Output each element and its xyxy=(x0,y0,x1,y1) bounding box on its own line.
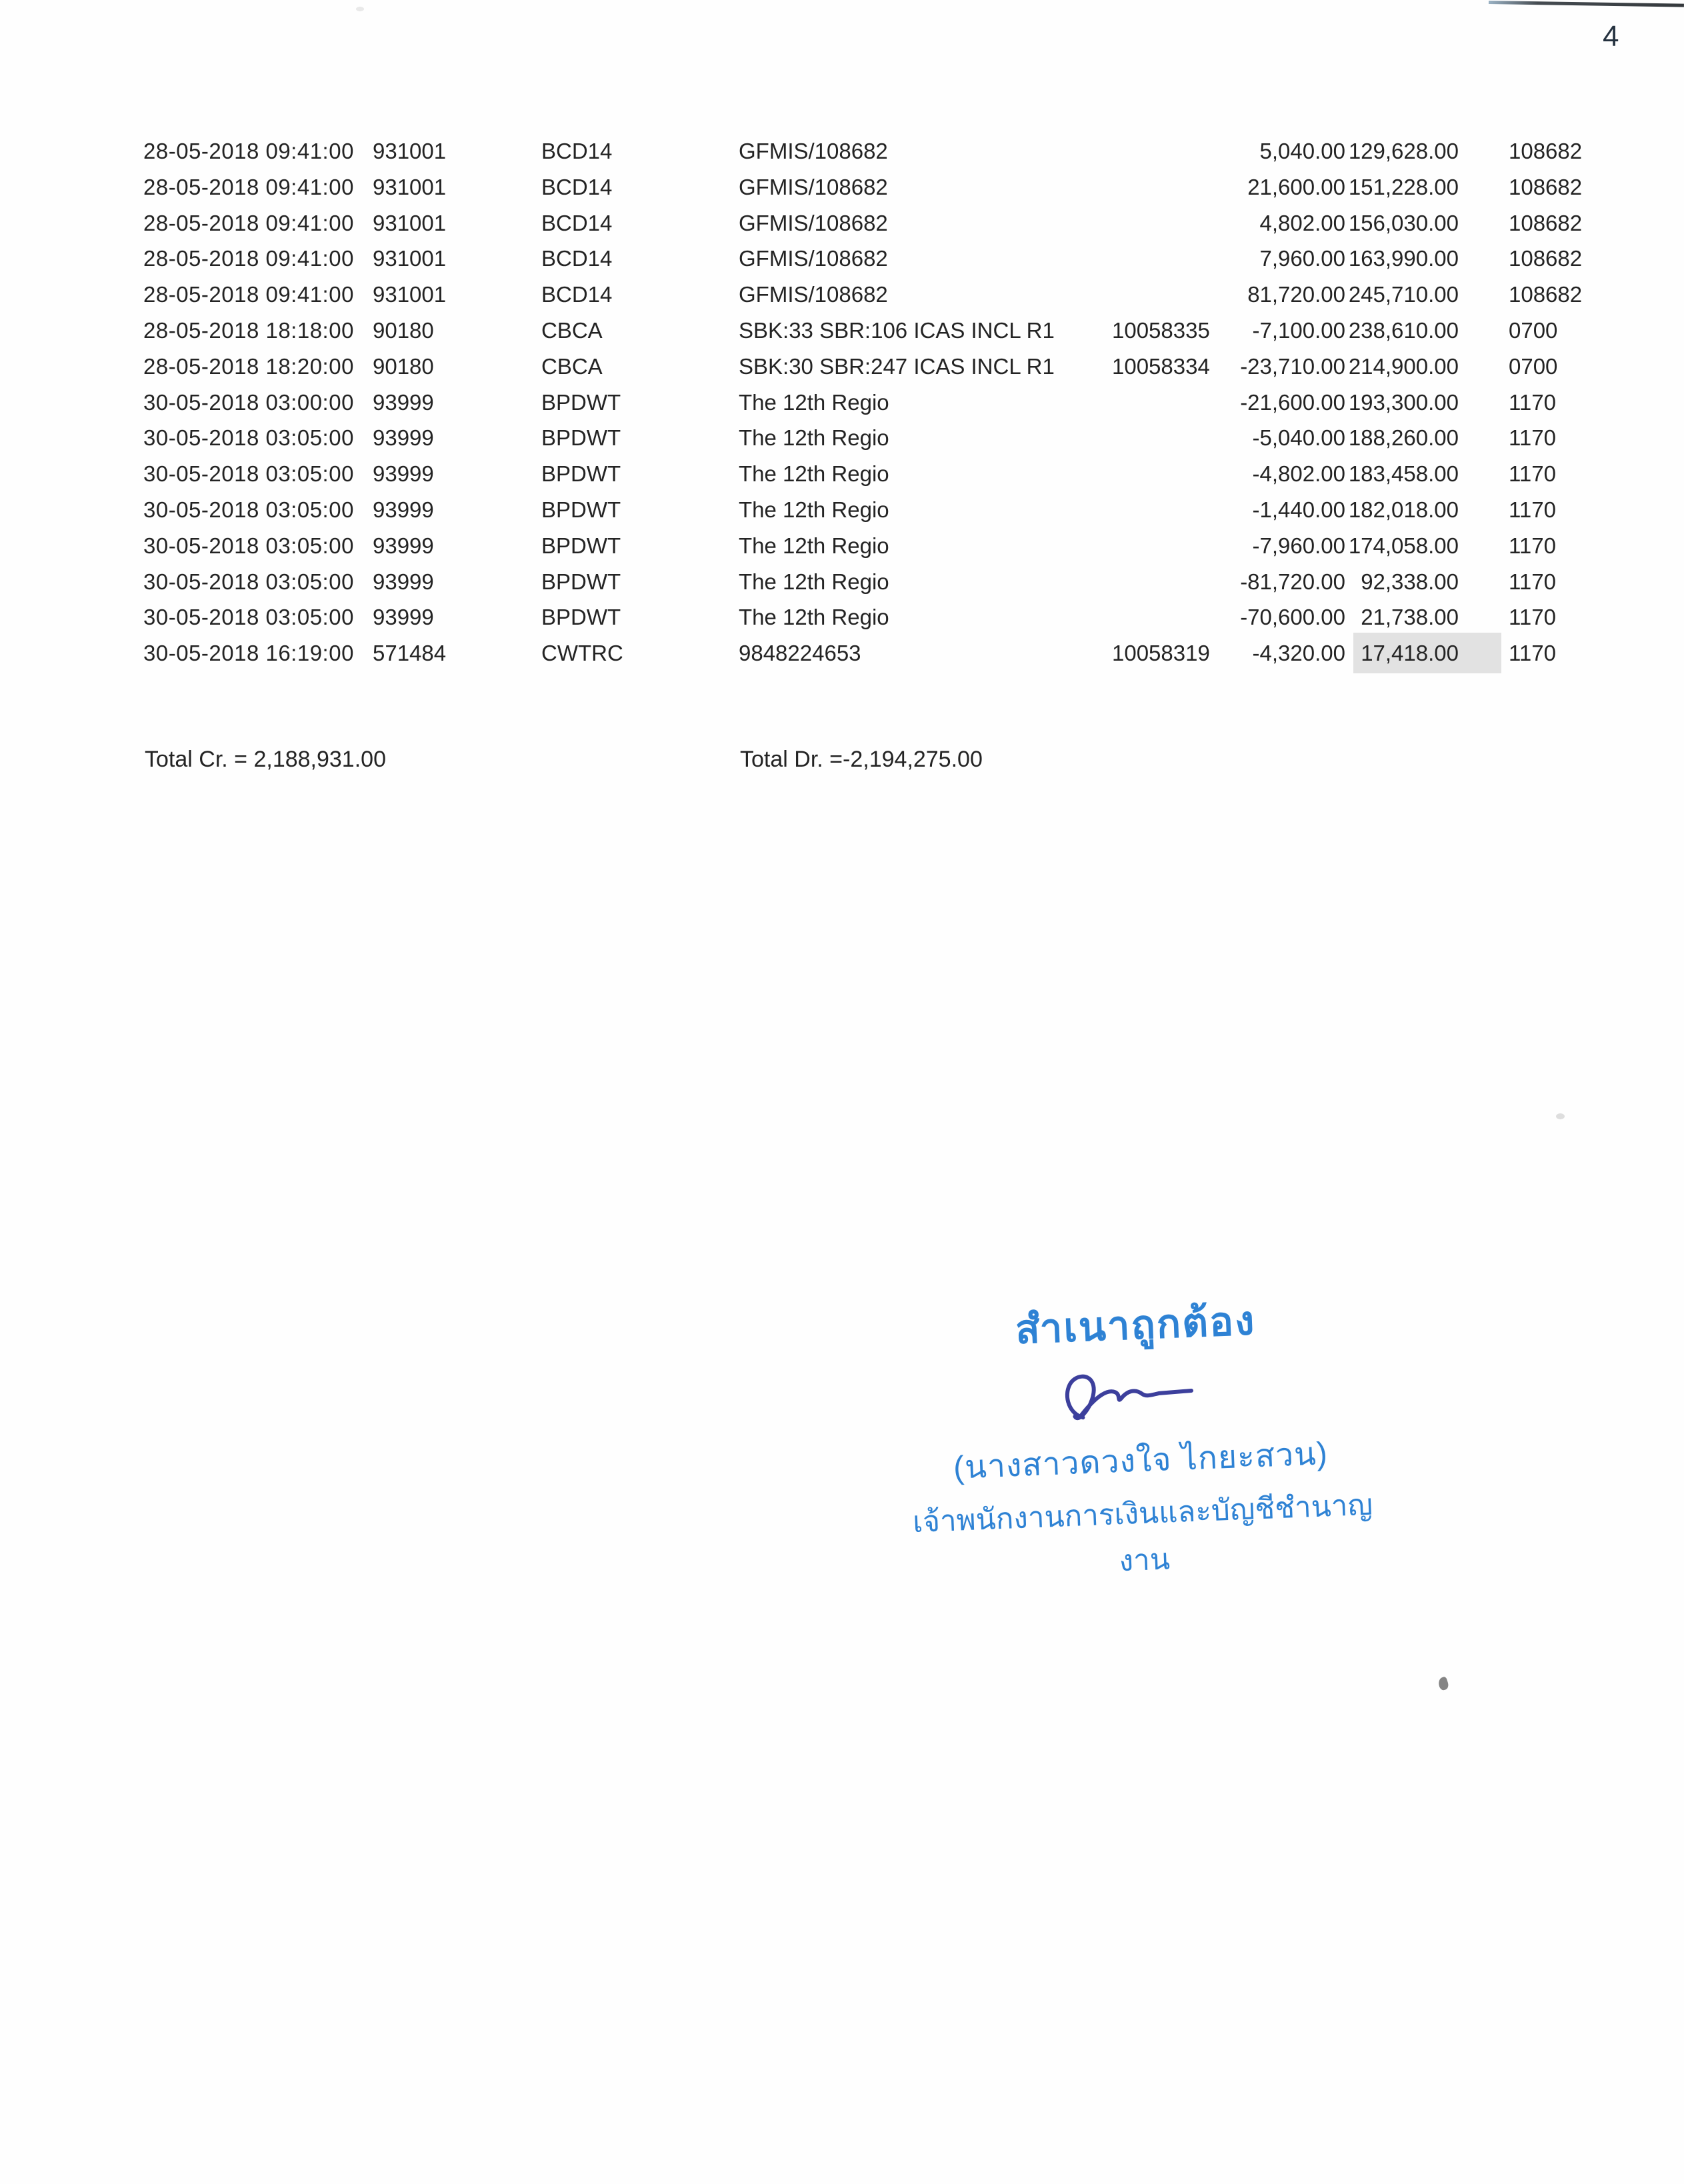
table-row xyxy=(0,246,1684,277)
cell-branch: 108682 xyxy=(1509,175,1583,199)
certified-copy-text: สำเนาถูกต้อง xyxy=(1014,1298,1257,1353)
cell-branch: 0700 xyxy=(1509,354,1558,379)
cell-branch: 108682 xyxy=(1509,282,1583,307)
table-row xyxy=(0,569,1684,600)
cell-amount: -4,802.00 xyxy=(1252,461,1345,486)
cell-desc: GFMIS/108682 xyxy=(739,246,888,271)
cell-datetime: 28-05-2018 09:41:00 xyxy=(143,282,354,307)
cell-desc: GFMIS/108682 xyxy=(739,175,888,199)
cell-datetime: 28-05-2018 09:41:00 xyxy=(143,246,354,271)
cell-type: BCD14 xyxy=(541,211,613,235)
cell-balance: 174,058.00 xyxy=(1348,533,1459,558)
cell-balance: 238,610.00 xyxy=(1348,318,1459,343)
cell-branch: 108682 xyxy=(1509,139,1583,163)
cell-branch: 0700 xyxy=(1509,318,1558,343)
cell-branch: 1170 xyxy=(1509,497,1556,522)
cell-code: 93999 xyxy=(373,605,434,629)
cell-desc: The 12th Regio xyxy=(739,425,889,450)
cell-datetime: 30-05-2018 03:05:00 xyxy=(143,497,354,522)
cell-code: 931001 xyxy=(373,139,447,163)
cell-balance: 21,738.00 xyxy=(1361,605,1459,629)
cell-amount: 81,720.00 xyxy=(1247,282,1345,307)
cell-desc: SBK:33 SBR:106 ICAS INCL R1 xyxy=(739,318,1055,343)
cell-type: BCD14 xyxy=(541,246,613,271)
cell-type: BPDWT xyxy=(541,390,621,415)
cell-desc: The 12th Regio xyxy=(739,533,889,558)
table-row xyxy=(0,354,1684,385)
cell-code: 90180 xyxy=(373,318,434,343)
cell-amount: -7,100.00 xyxy=(1252,318,1345,343)
cell-datetime: 28-05-2018 18:20:00 xyxy=(143,354,354,379)
table-row xyxy=(0,605,1684,635)
cell-code: 931001 xyxy=(373,282,447,307)
cell-type: BPDWT xyxy=(541,605,621,629)
table-row xyxy=(0,641,1684,671)
cell-code: 93999 xyxy=(373,461,434,486)
cell-type: BCD14 xyxy=(541,175,613,199)
cell-type: BPDWT xyxy=(541,497,621,522)
cell-amount: -21,600.00 xyxy=(1240,390,1345,415)
cell-amount: -5,040.00 xyxy=(1252,425,1345,450)
cell-desc: SBK:30 SBR:247 ICAS INCL R1 xyxy=(739,354,1055,379)
signer-title-text: เจ้าพนักงานการเงินและบัญชีชำนาญงาน xyxy=(912,1488,1373,1578)
cell-code: 93999 xyxy=(373,533,434,558)
cell-branch: 1170 xyxy=(1509,461,1556,486)
cell-type: BCD14 xyxy=(541,282,613,307)
cell-balance: 163,990.00 xyxy=(1348,246,1459,271)
cell-branch: 1170 xyxy=(1509,641,1556,665)
cell-type: BPDWT xyxy=(541,569,621,594)
cell-code: 93999 xyxy=(373,425,434,450)
cell-amount: -81,720.00 xyxy=(1240,569,1345,594)
cell-amount: -4,320.00 xyxy=(1252,641,1345,665)
cell-code: 931001 xyxy=(373,175,447,199)
cell-amount: -1,440.00 xyxy=(1252,497,1345,522)
cell-branch: 108682 xyxy=(1509,246,1583,271)
page-number: 4 xyxy=(1603,20,1620,53)
cell-balance: 182,018.00 xyxy=(1348,497,1459,522)
table-row xyxy=(0,461,1684,492)
cell-balance: 245,710.00 xyxy=(1348,282,1459,307)
cell-amount: 7,960.00 xyxy=(1259,246,1345,271)
cell-balance: 193,300.00 xyxy=(1348,390,1459,415)
scan-edge-artifact xyxy=(1489,1,1684,7)
cell-balance: 92,338.00 xyxy=(1361,569,1459,594)
cell-code: 90180 xyxy=(373,354,434,379)
cell-branch: 1170 xyxy=(1509,569,1556,594)
cell-type: BPDWT xyxy=(541,425,621,450)
cell-balance: 129,628.00 xyxy=(1348,139,1459,163)
scan-speck-faint xyxy=(1556,1113,1565,1119)
cell-datetime: 30-05-2018 03:05:00 xyxy=(143,605,354,629)
cell-amount: 5,040.00 xyxy=(1259,139,1345,163)
cell-code: 931001 xyxy=(373,211,447,235)
cell-desc: The 12th Regio xyxy=(739,497,889,522)
cell-datetime: 30-05-2018 03:05:00 xyxy=(143,569,354,594)
table-row xyxy=(0,497,1684,528)
cell-amount: -23,710.00 xyxy=(1240,354,1345,379)
table-row xyxy=(0,533,1684,564)
cell-balance: 156,030.00 xyxy=(1348,211,1459,235)
cell-desc: 9848224653 xyxy=(739,641,861,665)
table-row xyxy=(0,139,1684,169)
total-debit: Total Dr. =-2,194,275.00 xyxy=(740,747,983,772)
cell-ref: 10058334 xyxy=(1112,354,1210,379)
cell-amount: 21,600.00 xyxy=(1247,175,1345,199)
cell-branch: 1170 xyxy=(1509,425,1556,450)
cell-desc: The 12th Regio xyxy=(739,390,889,415)
signature-icon xyxy=(1051,1361,1227,1435)
cell-desc: The 12th Regio xyxy=(739,569,889,594)
cell-desc: The 12th Regio xyxy=(739,461,889,486)
cell-balance: 17,418.00 xyxy=(1361,641,1459,665)
cell-branch: 1170 xyxy=(1509,533,1556,558)
cell-desc: GFMIS/108682 xyxy=(739,282,888,307)
cell-branch: 1170 xyxy=(1509,605,1556,629)
cell-code: 931001 xyxy=(373,246,447,271)
cell-ref: 10058319 xyxy=(1112,641,1210,665)
cell-type: CBCA xyxy=(541,354,603,379)
cell-code: 93999 xyxy=(373,390,434,415)
cell-desc: The 12th Regio xyxy=(739,605,889,629)
cell-datetime: 30-05-2018 03:05:00 xyxy=(143,461,354,486)
cell-datetime: 30-05-2018 16:19:00 xyxy=(143,641,354,665)
cell-code: 93999 xyxy=(373,497,434,522)
cell-datetime: 30-05-2018 03:05:00 xyxy=(143,425,354,450)
cell-balance: 188,260.00 xyxy=(1348,425,1459,450)
cell-ref: 10058335 xyxy=(1112,318,1210,343)
cell-datetime: 28-05-2018 09:41:00 xyxy=(143,175,354,199)
table-row xyxy=(0,282,1684,313)
cell-amount: -7,960.00 xyxy=(1252,533,1345,558)
cell-desc: GFMIS/108682 xyxy=(739,211,888,235)
cell-branch: 108682 xyxy=(1509,211,1583,235)
cell-type: BPDWT xyxy=(541,461,621,486)
cell-balance: 151,228.00 xyxy=(1348,175,1459,199)
table-row xyxy=(0,425,1684,456)
scan-speck-dark xyxy=(1437,1676,1449,1691)
scan-smudge xyxy=(356,7,364,11)
cell-amount: 4,802.00 xyxy=(1259,211,1345,235)
cell-type: BPDWT xyxy=(541,533,621,558)
signer-name-text: (นางสาวดวงใจ ไกยะสวน) xyxy=(953,1436,1329,1486)
cell-amount: -70,600.00 xyxy=(1240,605,1345,629)
cell-balance: 214,900.00 xyxy=(1348,354,1459,379)
cell-branch: 1170 xyxy=(1509,390,1556,415)
cell-code: 571484 xyxy=(373,641,447,665)
cell-type: BCD14 xyxy=(541,139,613,163)
cell-datetime: 28-05-2018 18:18:00 xyxy=(143,318,354,343)
cell-code: 93999 xyxy=(373,569,434,594)
table-row xyxy=(0,175,1684,205)
cell-datetime: 28-05-2018 09:41:00 xyxy=(143,211,354,235)
signature-strokes xyxy=(1067,1372,1193,1418)
cell-datetime: 30-05-2018 03:05:00 xyxy=(143,533,354,558)
table-row xyxy=(0,390,1684,421)
cell-desc: GFMIS/108682 xyxy=(739,139,888,163)
table-row xyxy=(0,211,1684,241)
table-row xyxy=(0,318,1684,349)
cell-type: CBCA xyxy=(541,318,603,343)
total-credit: Total Cr. = 2,188,931.00 xyxy=(145,747,386,772)
cell-datetime: 28-05-2018 09:41:00 xyxy=(143,139,354,163)
stamp-block xyxy=(901,1295,1379,1593)
cell-balance: 183,458.00 xyxy=(1348,461,1459,486)
cell-type: CWTRC xyxy=(541,641,623,665)
cell-datetime: 30-05-2018 03:00:00 xyxy=(143,390,354,415)
